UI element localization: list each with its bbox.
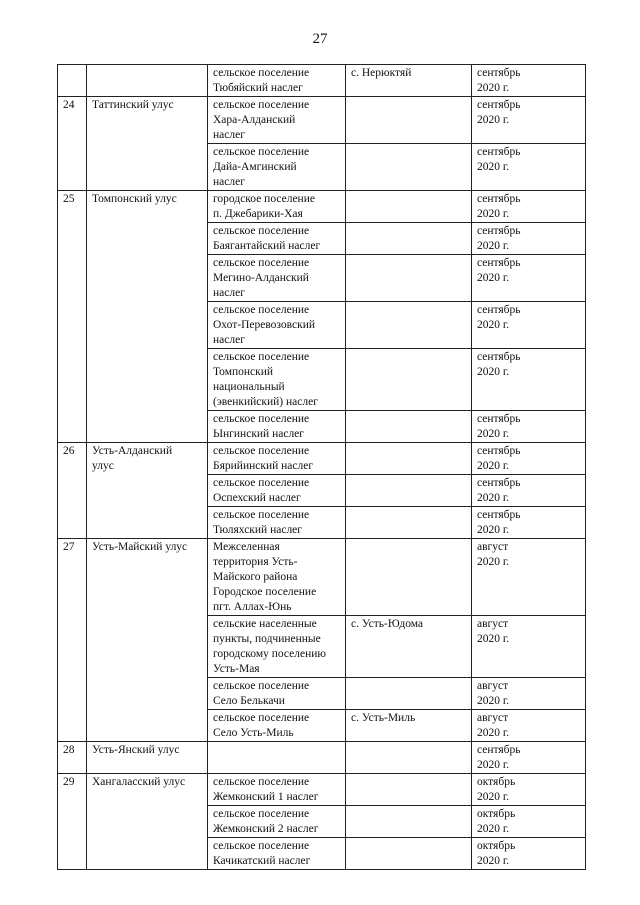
settlement-cell: сельское поселение Тюбяйский наслег: [208, 65, 346, 97]
settlement-cell: сельское поселение Баягантайский наслег: [208, 223, 346, 255]
period-cell: сентябрь 2020 г.: [472, 349, 586, 411]
table-row: [58, 191, 586, 223]
village-cell: [346, 475, 472, 507]
period-cell: сентябрь 2020 г.: [472, 97, 586, 144]
settlement-cell: сельское поселение Мегино-Алданский наслег: [208, 255, 346, 302]
district-cell: Усть-Майский улус: [87, 539, 208, 742]
district-cell: Усть-Янский улус: [87, 742, 208, 774]
table-row: [58, 742, 586, 774]
period-cell: август 2020 г.: [472, 678, 586, 710]
village-cell: [346, 411, 472, 443]
village-cell: с. Усть-Юдома: [346, 616, 472, 678]
period-cell: август 2020 г.: [472, 539, 586, 616]
table-row: [58, 65, 586, 97]
village-cell: с. Усть-Миль: [346, 710, 472, 742]
settlement-cell: сельское поселение Село Усть-Миль: [208, 710, 346, 742]
period-cell: сентябрь 2020 г.: [472, 742, 586, 774]
village-cell: [346, 774, 472, 806]
settlement-cell: сельское поселение Жемконский 2 наслег: [208, 806, 346, 838]
period-cell: октябрь 2020 г.: [472, 806, 586, 838]
settlement-cell: городское поселение п. Джебарики-Хая: [208, 191, 346, 223]
village-cell: [346, 97, 472, 144]
period-cell: октябрь 2020 г.: [472, 774, 586, 806]
row-number: 24: [58, 97, 87, 191]
settlement-cell: сельское поселение Оспехский наслег: [208, 475, 346, 507]
period-cell: сентябрь 2020 г.: [472, 255, 586, 302]
village-cell: [346, 443, 472, 475]
village-cell: [346, 191, 472, 223]
settlement-cell: сельское поселение Ынгинский наслег: [208, 411, 346, 443]
period-cell: сентябрь 2020 г.: [472, 144, 586, 191]
settlement-cell: Межселенная территория Усть- Майского района Городское поселение пгт. Аллах-Юнь: [208, 539, 346, 616]
table-row: [58, 774, 586, 806]
village-cell: [346, 806, 472, 838]
settlement-cell: сельское поселение Качикатский наслег: [208, 838, 346, 870]
village-cell: [346, 838, 472, 870]
district-cell: Томпонский улус: [87, 191, 208, 443]
settlement-schedule-table: [57, 64, 586, 870]
settlement-cell: сельские населенные пункты, подчиненные городскому поселению Усть-Мая: [208, 616, 346, 678]
settlement-cell: сельское поселение Охот-Перевозовский наслег: [208, 302, 346, 349]
row-number: 26: [58, 443, 87, 539]
village-cell: с. Нерюктяй: [346, 65, 472, 97]
period-cell: сентябрь 2020 г.: [472, 65, 586, 97]
settlement-cell: сельское поселение Тюляхский наслег: [208, 507, 346, 539]
village-cell: [346, 223, 472, 255]
district-cell: Таттинский улус: [87, 97, 208, 191]
period-cell: октябрь 2020 г.: [472, 838, 586, 870]
settlement-cell: сельское поселение Дайа-Амгинский наслег: [208, 144, 346, 191]
settlement-cell: сельское поселение Жемконский 1 наслег: [208, 774, 346, 806]
settlement-cell: сельское поселение Село Белькачи: [208, 678, 346, 710]
village-cell: [346, 302, 472, 349]
row-number: 28: [58, 742, 87, 774]
settlement-cell: сельское поселение Томпонский национальный (эвенкийский) наслег: [208, 349, 346, 411]
period-cell: сентябрь 2020 г.: [472, 507, 586, 539]
district-cell: Хангаласский улус: [87, 774, 208, 870]
village-cell: [346, 742, 472, 774]
period-cell: сентябрь 2020 г.: [472, 302, 586, 349]
period-cell: август 2020 г.: [472, 616, 586, 678]
period-cell: сентябрь 2020 г.: [472, 443, 586, 475]
period-cell: сентябрь 2020 г.: [472, 475, 586, 507]
village-cell: [346, 349, 472, 411]
village-cell: [346, 678, 472, 710]
row-number: [58, 65, 87, 97]
settlement-cell: [208, 742, 346, 774]
settlement-cell: сельское поселение Бярийинский наслег: [208, 443, 346, 475]
district-cell: Усть-Алданский улус: [87, 443, 208, 539]
period-cell: август 2020 г.: [472, 710, 586, 742]
row-number: 25: [58, 191, 87, 443]
table-row: [58, 443, 586, 475]
page-number: 27: [312, 31, 328, 47]
village-cell: [346, 144, 472, 191]
village-cell: [346, 507, 472, 539]
row-number: 27: [58, 539, 87, 742]
period-cell: сентябрь 2020 г.: [472, 223, 586, 255]
village-cell: [346, 255, 472, 302]
table-row: [58, 539, 586, 616]
table-row: [58, 97, 586, 144]
village-cell: [346, 539, 472, 616]
period-cell: сентябрь 2020 г.: [472, 191, 586, 223]
settlement-cell: сельское поселение Хара-Алданский наслег: [208, 97, 346, 144]
district-cell: [87, 65, 208, 97]
row-number: 29: [58, 774, 87, 870]
period-cell: сентябрь 2020 г.: [472, 411, 586, 443]
